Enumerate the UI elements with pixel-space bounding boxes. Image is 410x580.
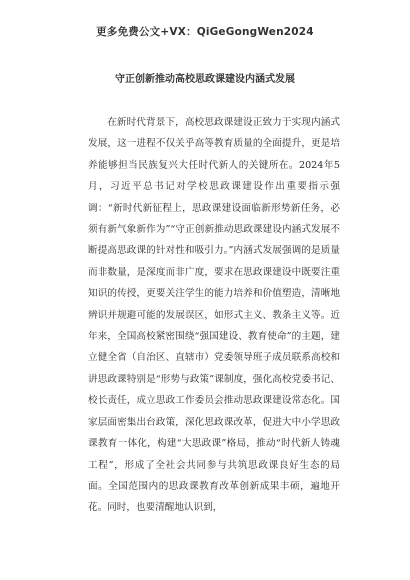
document-title: 守正创新推动高校思政课建设内涵式发展 bbox=[115, 74, 295, 85]
body-paragraph: 在新时代背景下，高校思政课建设正致力于实现内涵式发展，这一进程不仅关乎高等教育质量的全面提升，更是培养能够担当民族复兴大任时代新人的关键所在。2024年5月，习近平总书记对学校思政课建设作出重要指示强调：“新时代新征程上，思政课建设面临新形势新任务，必须有新气象新作为”“守正创新推动思政课建设内涵式发展不断提高思政课的针对性和吸引力。”内涵式发展强调的是质量而非数量，是深度而非广度，要求在思政课建设中既要注重知识的传授，更要关注学生的能力培养和价值塑造，清晰地辨识并规避可能的发展误区，如形式主义、教条主义等。近年来，全国高校紧密围绕“强国建设、教育使命”的主题，建立健全省（自治区、直辖市）党委领导班子成员联系高校和讲思政课特别是“形势与政策”课制度，强化高校党委书记、校长责任，成立思政工作委员会推动思政课建设常态化。国家层面密集出台政策，深化思政课改革，促进大中小学思政课教育一体化，构建“大思政课”格局，推动“时代新人铸魂工程”，形成了全社会共同参与共筑思政课良好生态的局面。全国范围内的思政课教育改革创新成果丰硕，遍地开花。同时，也要清醒地认识到， bbox=[88, 117, 340, 514]
document-body bbox=[88, 112, 340, 519]
promo-header: 更多免费公文+VX：QiGeGongWen2024 bbox=[96, 26, 314, 38]
